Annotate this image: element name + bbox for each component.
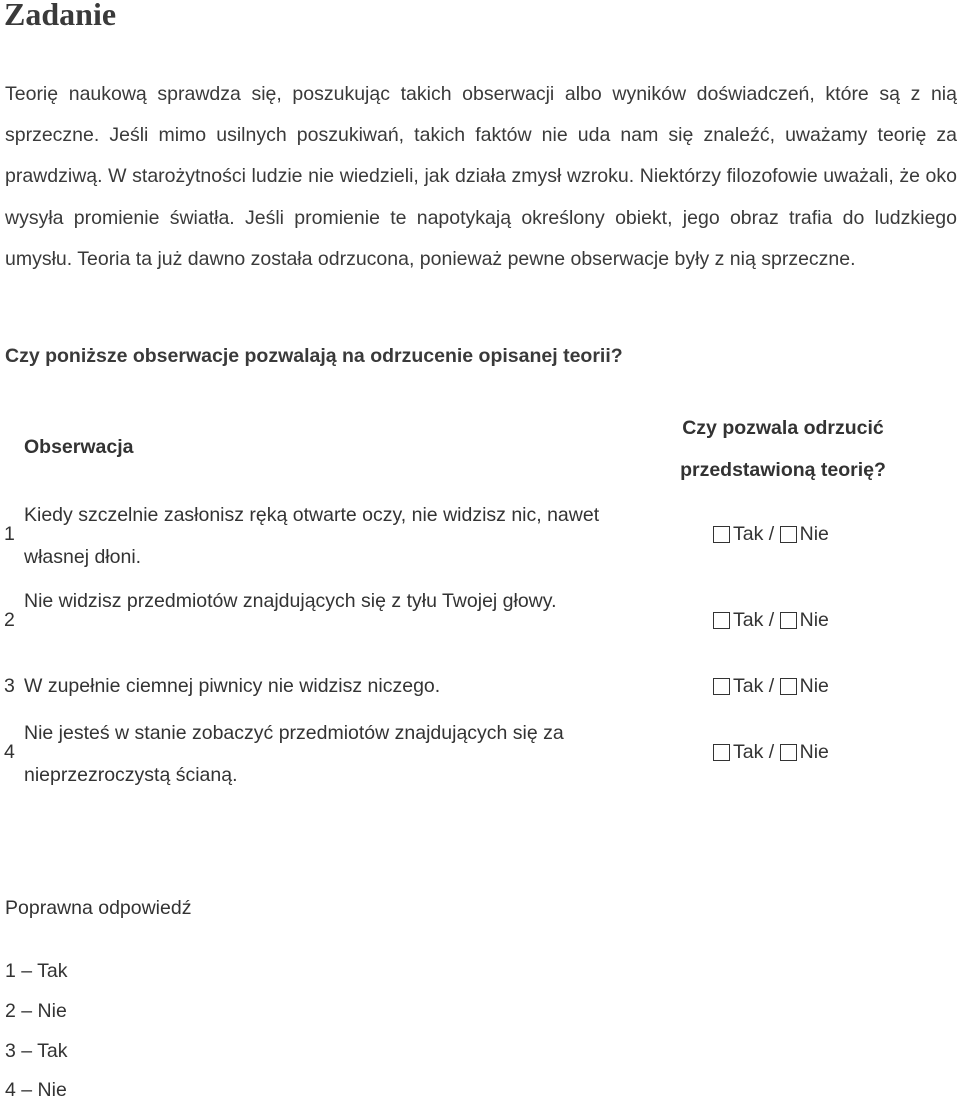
answer-item: 1 – Tak	[5, 960, 68, 982]
answer-item: 3 – Tak	[5, 1040, 68, 1062]
observation-text: Nie jesteś w stanie zobaczyć przedmiotów znajdujących się za nieprzezroczystą ścianą.	[24, 722, 564, 786]
answer-choice	[713, 734, 829, 770]
observation-text: Kiedy szczelnie zasłonisz ręką otwarte oczy, nie widzisz nic, nawet własnej dłoni.	[24, 504, 600, 568]
checkbox-nie[interactable]	[780, 744, 797, 761]
row-number: 1	[4, 523, 15, 545]
observation-text: Nie widzisz przedmiotów znajdujących się z tyłu Twojej głowy.	[24, 590, 557, 612]
checkbox-nie[interactable]	[780, 612, 797, 629]
checkbox-tak[interactable]	[713, 612, 730, 629]
answer-item: 2 – Nie	[5, 1000, 67, 1022]
option-separator: /	[763, 741, 780, 763]
answer-item: 4 – Nie	[5, 1079, 67, 1101]
option-nie-label: Nie	[799, 609, 829, 631]
option-nie-label: Nie	[799, 675, 829, 697]
intro-paragraph: Teorię naukową sprawdza się, poszukując takich obserwacji albo wyników doświadczeń, które są z nią sprzeczne. Jeśli mimo usilnych poszukiwań, takich faktów nie uda nam się znaleźć, uważamy teorię za prawdziwą. W starożytności ludzie nie wiedzieli, jak działa zmysł wzroku. Niektórzy filozofowie uważali, że oko wysyła promienie światła. Jeśli promienie te napotykają określony obiekt, jego obraz trafia do ludzkiego umysłu. Teoria ta już dawno została odrzucona, ponieważ pewne obserwacje były z nią sprzeczne.	[5, 83, 957, 270]
checkbox-tak[interactable]	[713, 526, 730, 543]
question-text: Czy poniższe obserwacje pozwalają na odrzucenie opisanej teorii?	[5, 345, 623, 367]
column-header-observation: Obserwacja	[24, 436, 134, 458]
option-separator: /	[763, 609, 780, 631]
checkbox-tak[interactable]	[713, 744, 730, 761]
checkbox-nie[interactable]	[780, 678, 797, 695]
row-number: 3	[4, 675, 15, 697]
row-number: 2	[4, 609, 15, 631]
option-tak-label: Tak	[733, 675, 764, 697]
row-number: 4	[4, 741, 15, 763]
option-nie-label: Nie	[799, 523, 829, 545]
option-tak-label: Tak	[733, 609, 764, 631]
option-separator: /	[763, 523, 780, 545]
checkbox-tak[interactable]	[713, 678, 730, 695]
option-nie-label: Nie	[799, 741, 829, 763]
checkbox-nie[interactable]	[780, 526, 797, 543]
column-header-answer: Czy pozwala odrzucić przedstawioną teorię?	[680, 417, 886, 481]
option-separator: /	[763, 675, 780, 697]
observation-text: W zupełnie ciemnej piwnicy nie widzisz niczego.	[24, 675, 441, 697]
option-tak-label: Tak	[733, 523, 764, 545]
answer-choice	[713, 602, 829, 638]
answers-heading: Poprawna odpowiedź	[5, 897, 192, 919]
answer-choice	[713, 516, 829, 552]
answer-choice	[713, 668, 829, 704]
page-title: Zadanie	[4, 0, 117, 32]
option-tak-label: Tak	[733, 741, 764, 763]
